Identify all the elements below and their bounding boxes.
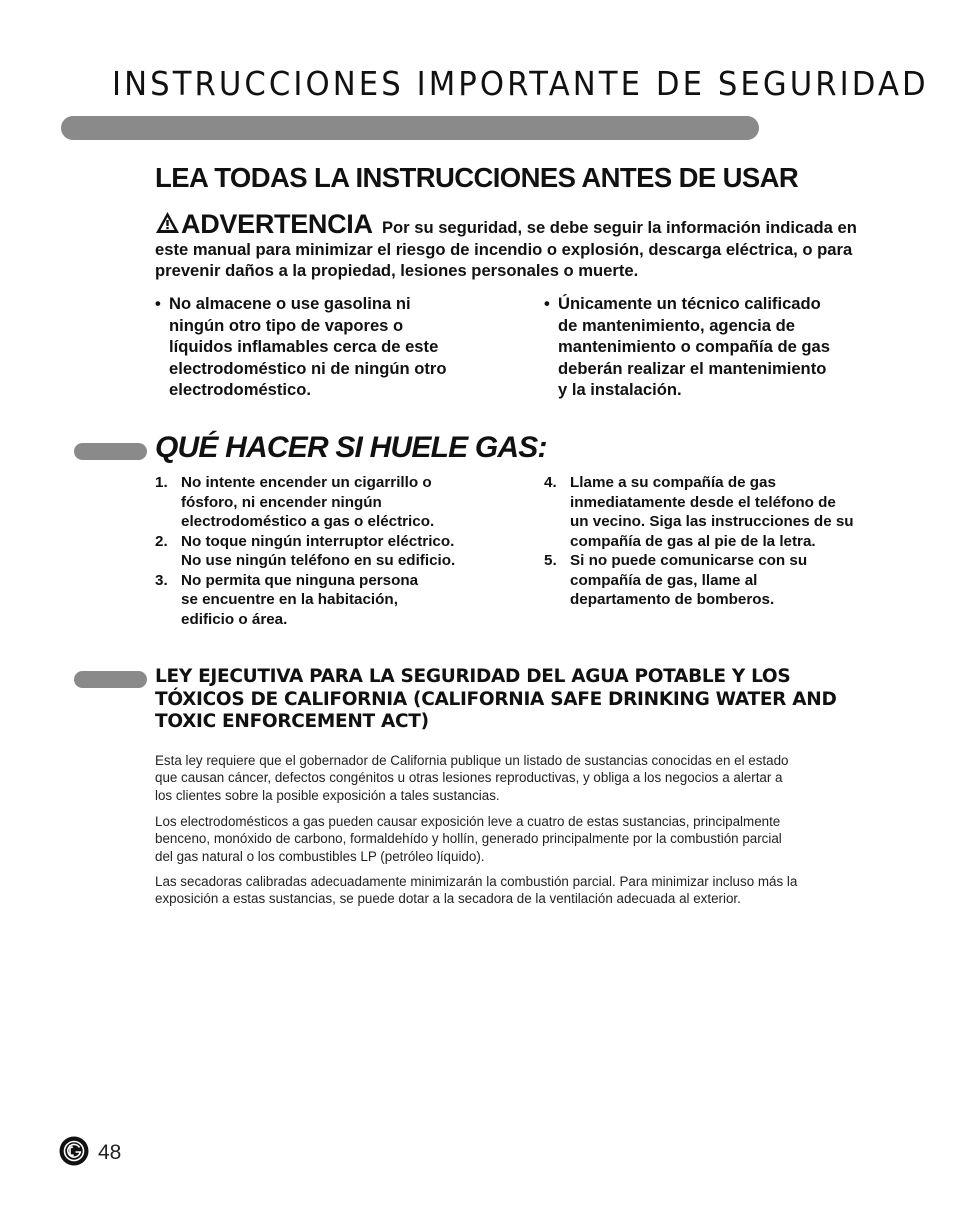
lg-logo-icon (59, 1136, 89, 1166)
step-line: compañía de gas, llame al (570, 571, 758, 589)
step-line: Si no puede comunicarse con su (570, 552, 808, 569)
step-line: No permita que ninguna persona (181, 571, 419, 589)
bullet-line: de mantenimiento, agencia de (558, 315, 795, 335)
gas-step (155, 571, 515, 630)
step-line: se encuentre en la habitación, (181, 591, 398, 608)
step-line: un vecino. Siga las instrucciones de su (570, 513, 854, 530)
paragraph-line: exposición a estas sustancias, se puede dotar a la secadora de la ventilación adecuada al exterior. (155, 891, 741, 907)
bullet-line: electrodoméstico. (169, 380, 312, 399)
section-tab-gas (74, 443, 147, 460)
paragraph-line: los clientes sobre la posible exposición a tales sustancias. (155, 787, 500, 803)
step-line: No toque ningún interruptor eléctrico. (181, 532, 455, 550)
read-all-heading: LEA TODAS LA INSTRUCCIONES ANTES DE USAR (155, 162, 799, 193)
law-section-title (155, 666, 875, 734)
paragraph-line: Esta ley requiere que el gobernador de California publique un listado de sustancias conocidas en el estado (155, 753, 789, 768)
step-line: compañía de gas al pie de la letra. (570, 532, 816, 550)
page-title: INSTRUCCIONES IMPORTANTE DE SEGURIDAD (112, 64, 929, 103)
gas-step (544, 473, 889, 551)
bullet-marker: • (155, 294, 161, 313)
section-tab-law (74, 671, 147, 688)
step-line: electrodoméstico a gas o eléctrico. (181, 513, 435, 530)
gas-step (155, 532, 515, 571)
bullet-line: ningún otro tipo de vapores o (169, 315, 404, 335)
step-number: 5. (544, 552, 557, 569)
gas-step (155, 473, 515, 532)
law-paragraph (155, 813, 885, 865)
step-line: No use ningún teléfono en su edificio. (181, 552, 456, 569)
bullet-line: líquidos inflamables cerca de este (169, 337, 439, 356)
bullet-left (155, 293, 495, 401)
paragraph-line: Los electrodomésticos a gas pueden causar exposición leve a cuatro de estas sustancias, principalmente (155, 814, 781, 829)
step-number: 3. (155, 571, 168, 589)
bullet-line: electrodoméstico ni de ningún otro (169, 358, 447, 378)
step-line: departamento de bomberos. (570, 591, 775, 608)
title-bar (61, 116, 759, 140)
bullet-line: deberán realizar el mantenimiento (558, 358, 827, 378)
law-title-line: TOXIC ENFORCEMENT ACT) (155, 711, 429, 732)
paragraph-line: benceno, monóxido de carbono, formaldehído y hollín, generado principalmente por la combustión parcial (155, 831, 782, 847)
step-line: fósforo, ni encender ningún (181, 493, 382, 511)
law-paragraph (155, 873, 885, 908)
bullet-line: mantenimiento o compañía de gas (558, 337, 831, 356)
bullet-line: y la instalación. (558, 380, 682, 399)
paragraph-line: que causan cáncer, defectos congénitos u otras lesiones reproductivas, y obliga a los negocios a alertar a (155, 770, 783, 786)
gas-section-title: QUÉ HACER SI HUELE GAS: (155, 431, 547, 464)
gas-steps-left (155, 473, 515, 629)
page-number: 48 (98, 1141, 122, 1164)
warning-block (155, 211, 885, 282)
warning-triangle-icon (155, 211, 180, 234)
gas-steps-right (544, 473, 889, 610)
paragraph-line: del gas natural o los combustibles LP (petróleo líquido). (155, 848, 485, 864)
law-title-line: TÓXICOS DE CALIFORNIA (CALIFORNIA SAFE DRINKING WATER AND (155, 688, 837, 710)
step-line: inmediatamente desde el teléfono de (570, 493, 836, 511)
bullet-line: Únicamente un técnico calificado (558, 294, 821, 313)
gas-step (544, 551, 889, 610)
bullet-marker: • (544, 294, 550, 313)
warning-text: Por su seguridad, se debe seguir la información indicada en este manual para minimizar el riesgo de incendio o explosión, descarga eléctrica, o para prevenir daños a la propiedad, lesiones personales o muerte. (155, 218, 857, 280)
step-number: 4. (544, 474, 557, 491)
step-number: 1. (155, 474, 168, 491)
step-number: 2. (155, 532, 168, 550)
bullet-right (544, 293, 884, 401)
law-title-line: LEY EJECUTIVA PARA LA SEGURIDAD DEL AGUA POTABLE Y LOS (155, 666, 791, 687)
step-line: Llame a su compañía de gas (570, 474, 776, 491)
step-line: edificio o área. (181, 610, 288, 628)
paragraph-line: Las secadoras calibradas adecuadamente minimizarán la combustión parcial. Para minimizar incluso más la (155, 874, 798, 889)
step-line: No intente encender un cigarrillo o (181, 474, 432, 491)
law-paragraph (155, 752, 885, 804)
bullet-line: No almacene o use gasolina ni (169, 294, 411, 313)
warning-heading: ADVERTENCIA (181, 209, 373, 239)
